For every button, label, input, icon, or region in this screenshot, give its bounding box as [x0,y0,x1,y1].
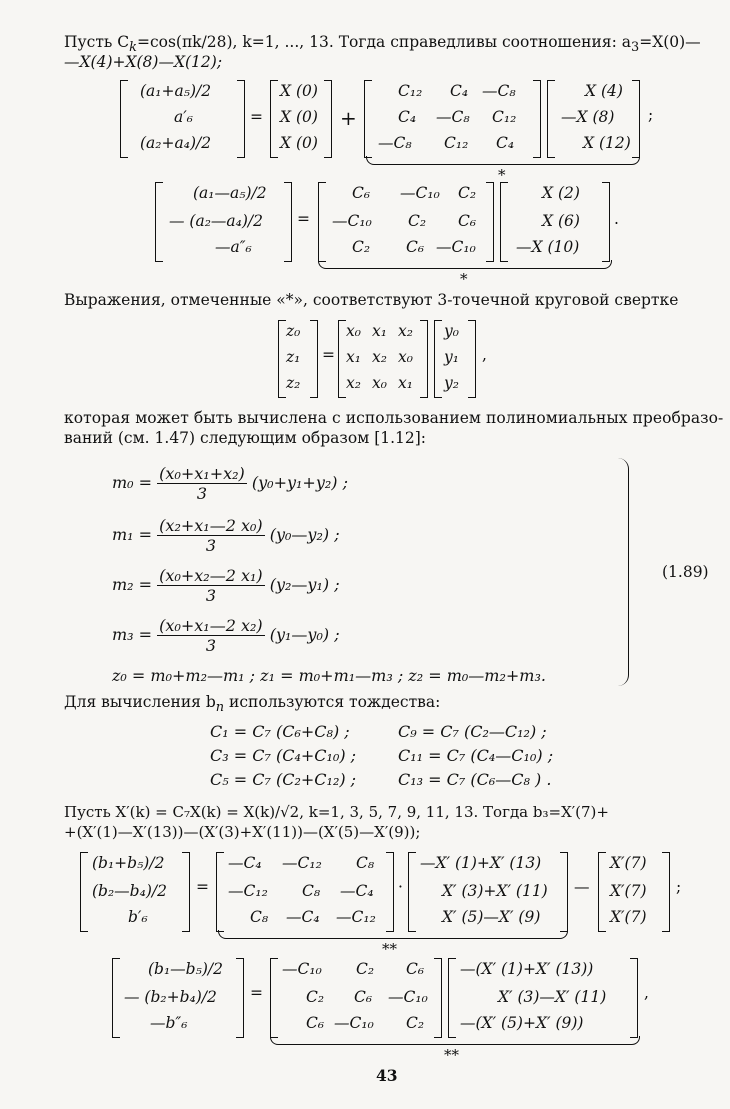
lhs-vector-a: (a₁+a₅)/2 a′₆ (a₂+a₄)/2 [120,80,245,158]
z-vector: z₀ z₁ z₂ [278,320,318,398]
m3-equation: m₃ = $\frac{\text{(x₀+x₁—2 x₂)}}{3}$ (y₁—y₀) ; [112,616,340,655]
lhs-vector-b: (b₁+b₅)/2 (b₂—b₄)/2 b′₆ [80,852,190,932]
identity-c9: C₉ = C₇ (C₂—C₁₂) ; [398,722,547,741]
x7-vector: X′(7) X′(7) X′(7) [598,852,670,932]
x-vector-1: X (4) —X (8) X (12) [547,80,640,158]
star-marker: * [498,166,506,184]
underbrace-1 [366,156,640,165]
double-star-marker-2: ** [444,1046,459,1064]
identity-c13: C₁₃ = C₇ (C₆—C₈ ) . [398,770,552,789]
underbrace-2 [318,260,612,269]
x-prime-vector: —X′ (1)+X′ (13) X′ (3)+X′ (11) X′ (5)—X′ (9) [408,852,568,932]
c-matrix-1: C₁₂ C₄ —C₈ C₄ —C₈ C₁₂ —C₈ C₁₂ C₄ [364,80,541,158]
identity-c11: C₁₁ = C₇ (C₄—C₁₀) ; [398,746,554,765]
underbrace-4 [270,1036,640,1045]
x0-vector: X (0) X (0) X (0) [270,80,332,158]
intro-line-1: Пусть $C_k=\cos(\pi k/28)$, k=1, ..., 13. Тогда справедливы соотношения: $a_3=X(0)—$ [64,33,701,56]
paragraph-3-line-2: ваний (см. 1.47) следующим образом [1.12]: [64,429,427,447]
identity-c1: C₁ = C₇ (C₆+C₈) ; [210,722,350,741]
identity-c3: C₃ = C₇ (C₄+C₁₀) ; [210,746,357,765]
m1-equation: m₁ = $\frac{\text{(x₂+x₁—2 x₀)}}{3}$ (y₀—y₂) ; [112,516,340,555]
group-brace [618,458,629,686]
paragraph-5-line-2: +(X′(1)—X′(13))—(X′(3)+X′(11))—(X′(5)—X′(9)); [64,823,421,841]
page-number: 43 [376,1066,398,1085]
double-star-marker: ** [382,940,397,958]
lhs-vector-a2: (a₁—a₅)/2 — (a₂—a₄)/2 —a″₆ [155,182,292,262]
x-prime-vector-2: —(X′ (1)+X′ (13)) X′ (3)—X′ (11) —(X′ (5)+X′ (9)) [448,958,638,1038]
paragraph-4: Для вычисления $b_n$ используются тождества: [64,693,441,716]
m2-equation: m₂ = $\frac{\text{(x₀+x₂—2 x₁)}}{3}$ (y₂—y₁) ; [112,566,340,605]
identity-c5: C₅ = C₇ (C₂+C₁₂) ; [210,770,357,789]
intro-line-2: —X(4)+X(8)—X(12); [64,53,223,71]
x-circulant-matrix: x₀ x₁ x₂ x₁ x₂ x₀ x₂ x₀ x₁ [338,320,428,398]
book-page: Пусть $C_k=\cos(\pi k/28)$, k=1, ..., 13. Тогда справедливы соотношения: $a_3=X(0)—$ —X(4)+X(8)—X(12); (a₁+a₅)/2 a′₆ (a₂+a₄)/2 = X (0) X (0) X (0) + C₁₂ C₄ —C₈ C₄ —C₈ C₁₂ —C₈ C₁₂ C₄ X (4) —X (8) X (12) ; * (a₁—a₅)/2 — (a₂—a₄)/2 —a″₆ = C₆ —C₁₀ C₂ —C₁₀ C₂ C₆ C₂ C₆ —C₁₀ X (2) X (6) —X (10) . * Выражения, отмеченные «*», соответствуют 3-точечной круговой свертке z₀ z₁ z₂ = x₀ x₁ x₂ x₁ x₂ x₀ x₂ x₀ x₁ y₀ y₁ y₂ , которая может быть вычислена с использованием полиномиальных преобразо- ваний (см. 1.47) следующим образом [1.12]: m₀ = $\frac{\text{(x₀+x₁+x₂)}}{3}$ (y₀+y₁+y₂) ; m₁ = $\frac{\text{(x₂+x₁—2 x₀)}}{3}$ (y₀—y₂) ; m₂ = $\frac{\text{(x₀+x₂—2 x₁)}}{3}$ (y₂—y₁) ; m₃ = $\frac{\text{(x₀+x₁—2 x₂)}}{3}$ (y₁—y₀) ; z₀ = m₀+m₂—m₁ ; z₁ = m₀+m₁—m₃ ; z₂ = m₀—m₂+m₃. (1.89) Для вычисления $b_n$ используются тождества: C₁ = C₇ (C₆+C₈) ; C₉ = C₇ (C₂—C₁₂) ; C₃ = C₇ (C₄+C₁₀) ; C₁₁ = C₇ (C₄—C₁₀) ; C₅ = C₇ (C₂+C₁₂) ; C₁₃ = C₇ (C₆—C₈ ) . Пусть X′(k) = C₇X(k) = X(k)/√2, k=1, 3, 5, 7, 9, 11, 13. Тогда b₃=X′(7)+ +(X′(1)—X′(13))—(X′(3)+X′(11))—(X′(5)—X′(9)); (b₁+b₅)/2 (b₂—b₄)/2 b′₆ = —C₄ —C₁₂ C₈ —C₁₂ C₈ —C₄ C₈ —C₄ —C₁₂ · —X′ (1)+X′ (13) X′ (3)+X′ (11) X′ (5)—X′ (9) — X′(7) X′(7) X′(7) ; ** (b₁—b₅)/2 — (b₂+b₄)/2 —b″₆ = —C₁₀ C₂ C₆ C₂ C₆ —C₁₀ C₆ —C₁₀ C₂ —(X′ (1)+X′ (13)) X′ (3)—X′ (11) —(X′ (5)+X′ (9)) , ** 43 [64,33,724,1085]
lhs-vector-b2: (b₁—b₅)/2 — (b₂+b₄)/2 —b″₆ [112,958,244,1038]
c-matrix-2: C₆ —C₁₀ C₂ —C₁₀ C₂ C₆ C₂ C₆ —C₁₀ [318,182,494,262]
star-marker-2: * [460,270,468,288]
y-vector: y₀ y₁ y₂ [434,320,476,398]
underbrace-3 [218,930,568,939]
x-vector-2: X (2) X (6) —X (10) [500,182,610,262]
paragraph-5-line-1: Пусть X′(k) = C₇X(k) = X(k)/√2, k=1, 3, 5, 7, 9, 11, 13. Тогда b₃=X′(7)+ [64,803,609,821]
m0-equation: m₀ = $\frac{\text{(x₀+x₁+x₂)}}{3}$ (y₀+y₁+y₂) ; [112,464,349,503]
equation-number: (1.89) [662,563,709,581]
c-matrix-3: —C₄ —C₁₂ C₈ —C₁₂ C₈ —C₄ C₈ —C₄ —C₁₂ [216,852,394,932]
c-matrix-4: —C₁₀ C₂ C₆ C₂ C₆ —C₁₀ C₆ —C₁₀ C₂ [270,958,442,1038]
paragraph-3-line-1: которая может быть вычислена с использованием полиномиальных преобразо- [64,409,724,427]
z-equations: z₀ = m₀+m₂—m₁ ; z₁ = m₀+m₁—m₃ ; z₂ = m₀—m₂+m₃. [112,666,546,685]
paragraph-2: Выражения, отмеченные «*», соответствуют 3-точечной круговой свертке [64,291,679,309]
